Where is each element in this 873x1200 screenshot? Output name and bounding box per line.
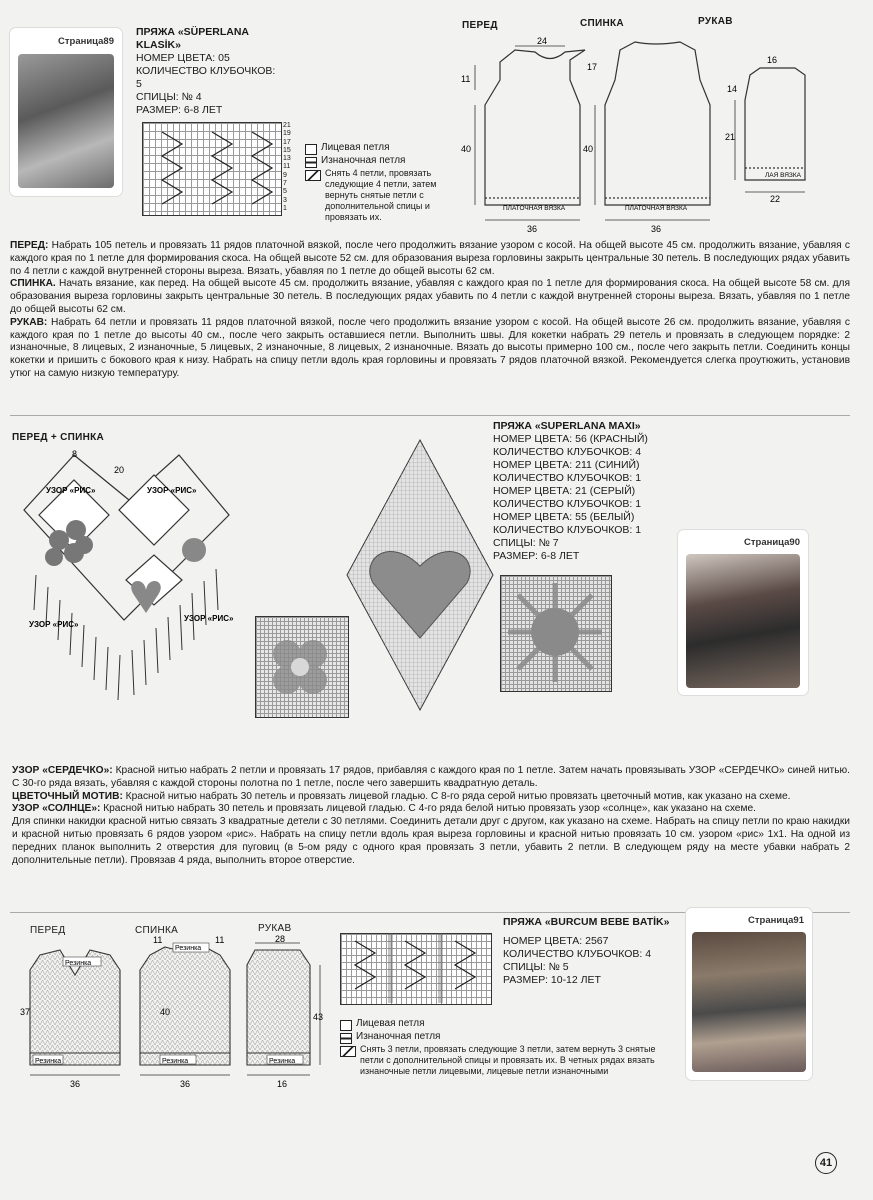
- legend-cable: [340, 1044, 675, 1077]
- instruction-lead: ПЕРЕД:: [10, 240, 49, 251]
- yarn-line: РАЗМЕР: 10-12 ЛЕТ: [503, 974, 601, 986]
- ris-label: УЗОР «РИС»: [46, 486, 96, 495]
- photo-girl-sweater: [18, 54, 114, 188]
- dim-label: 24: [537, 36, 548, 46]
- row-number: 5: [283, 188, 287, 196]
- front3-outline: [30, 950, 120, 1065]
- back3-outline: [140, 947, 230, 1065]
- yarn-line: НОМЕР ЦВЕТА: 21 (СЕРЫЙ): [493, 485, 636, 497]
- dim-label: 37: [20, 1007, 31, 1017]
- ris-label: УЗОР «РИС»: [29, 620, 79, 629]
- yarn-line: КОЛИЧЕСТВО КЛУБОЧКОВ: 1: [493, 524, 642, 536]
- row-number: 19: [283, 130, 291, 138]
- row-number: 3: [283, 196, 287, 204]
- yarn-title-3: ПРЯЖА «BURCUM BEBE BATİK»: [503, 916, 670, 928]
- dim-label: 40: [461, 144, 472, 154]
- yarn-line: РАЗМЕР: 6-8 ЛЕТ: [136, 104, 223, 116]
- yarn-title-2: ПРЯЖА «SUPERLANA MAXI»: [493, 420, 641, 432]
- cable-stitch-icon: [340, 1046, 356, 1057]
- instruction-text: Для спинки накидки красной нитью связать 3 квадратные детели с 30 петлями. Соединить детали друг с другом, как указано на схеме. Набрать на спицу петли по краю накидки и красной нитью провязать 6 рядов узором «рис». Набрать на спицу петли вдоль края выреза горловины и красной нитью провязать 10 см. узором «рис» 1x1. На одной из передних планок выполнить 2 отверстия для пуговиц (в 5-ом ряду с одного края провязать 3 петли, убавить 2 петли. В следующем ряду на месте убавки набрать 2 дополнительные петли). Провязав 4 ряда, выполнить второе отверстие.: [12, 816, 850, 866]
- rib-label: Резинка: [269, 1058, 296, 1065]
- chart-1-cable-marks: [142, 122, 280, 214]
- row-number: 17: [283, 138, 291, 146]
- back-outline: [605, 42, 710, 205]
- instruction-paragraph: [10, 240, 850, 278]
- dim-label: 40: [583, 144, 594, 154]
- photo-card-91: [686, 908, 812, 1080]
- ris-label: УЗОР «РИС»: [184, 614, 234, 623]
- yarn-line: СПИЦЫ: № 5: [503, 961, 569, 973]
- yarn-line: НОМЕР ЦВЕТА: 56 (КРАСНЫЙ): [493, 433, 648, 445]
- legend-3: [340, 1018, 675, 1077]
- dim-label: 11: [215, 935, 225, 945]
- sleeve-band-label: ЛАЯ ВЯЗКА: [765, 172, 801, 179]
- yarn-line: НОМЕР ЦВЕТА: 55 (БЕЛЫЙ): [493, 511, 635, 523]
- instruction-text: Начать вязание, как перед. На общей высоте 45 см. продолжить вязание, убавляя с каждого края по 1 петле для формирования скоса. На общей высоте 58 см. для образования выреза горловины закрыть центральные 30 петель. В последующих рядах убавить по 4 петли с каждой внутренней стороны выреза. Вязать, убавляя по 1 петле до общей высоты 62 см.: [10, 278, 850, 315]
- legend-purl: [340, 1031, 675, 1044]
- dim-label: 16: [767, 55, 778, 65]
- page-label-90: Страница90: [744, 537, 800, 548]
- photo-boy-sweater: [692, 932, 806, 1072]
- garment-schematics-1: [455, 30, 855, 235]
- yarn-line: СПИЦЫ: № 4: [136, 91, 202, 103]
- rib-label: Резинка: [65, 960, 92, 967]
- sun-motif: [182, 538, 206, 562]
- dim-label: 11: [153, 935, 163, 945]
- instruction-text: Набрать 105 петель и провязать 11 рядов платочной вязкой, после чего продолжить вязание узором с косой. На общей высоте 45 см. продолжить вязание, убавляя с каждого края по 1 петле для формирования скоса. На общей высоте 52 см. для образования выреза горловины закрыть центральные 30 петель. В последующих рядах убавить по 4 петли с каждой внутренней стороны выреза. Вязать, убавляя по 1 петле до общей высоты 62 см.: [10, 240, 850, 277]
- legend-knit: [305, 142, 455, 155]
- row-number: 9: [283, 171, 287, 179]
- dim-label: 36: [180, 1079, 191, 1089]
- yarn-line: НОМЕР ЦВЕТА: 2567: [503, 935, 609, 947]
- instruction-paragraph: [12, 765, 850, 791]
- instruction-paragraph: [12, 791, 850, 804]
- yarn-line: НОМЕР ЦВЕТА: 211 (СИНИЙ): [493, 459, 640, 471]
- knit-stitch-icon: [340, 1020, 352, 1031]
- dim-label: 8: [72, 449, 78, 459]
- yarn-line: КОЛИЧЕСТВО КЛУБОЧКОВ: 1: [493, 498, 642, 510]
- yarn-info-3: [503, 916, 683, 987]
- legend-purl-label: Изнаночная петля: [321, 155, 406, 166]
- purl-stitch-icon: [305, 157, 317, 168]
- instruction-lead: УЗОР «СЕРДЕЧКО»:: [12, 765, 113, 776]
- chart-1-row-numbers: [283, 122, 291, 213]
- yarn-line: РАЗМЕР: 6-8 ЛЕТ: [493, 550, 580, 562]
- yarn-title-1: ПРЯЖА «SÜPERLANA KLASİK»: [136, 26, 249, 51]
- diagram3-title-sleeve: РУКАВ: [258, 923, 292, 934]
- garter-label: ПЛАТОЧНАЯ ВЯЗКА: [503, 205, 566, 212]
- row-number: 7: [283, 180, 287, 188]
- sleeve3-outline: [247, 950, 310, 1065]
- garter-label: ПЛАТОЧНАЯ ВЯЗКА: [625, 205, 688, 212]
- page-number: 41: [815, 1152, 837, 1174]
- rib-label: Резинка: [162, 1058, 189, 1065]
- instruction-text: Красной нитью набрать 30 петель и провязать лицевой гладью. С 8-го ряда серой нитью провязать цветочный мотив, как указано на схеме.: [122, 790, 791, 802]
- yarn-info-1: [136, 26, 281, 117]
- instruction-text: Красной нитью набрать 2 петли и провязать 17 рядов, прибавляя с каждого края по 1 петле. Затем начать провязывать УЗОР «СЕРДЕЧКО» синей нитью. С 30-го ряда вязать, убавляя с каждой стороны полотна по 1 петле, после чего завершить квадратную деталь.: [12, 765, 850, 789]
- cable-stitch-icon: [305, 170, 321, 181]
- dim-label: 22: [770, 194, 781, 204]
- flower-chart-motif: [255, 616, 347, 716]
- photo-card-90: [678, 530, 808, 695]
- legend-cable: [305, 168, 455, 223]
- instructions-1: [10, 240, 850, 381]
- diagram3-title-front: ПЕРЕД: [30, 925, 66, 936]
- chart-3-cable-marks: [340, 933, 490, 1003]
- instruction-paragraph: [10, 317, 850, 381]
- yarn-line: НОМЕР ЦВЕТА: 05: [136, 52, 230, 64]
- knit-stitch-icon: [305, 144, 317, 155]
- rib-label: Резинка: [35, 1058, 62, 1065]
- instruction-text: Набрать 64 петли и провязать 11 рядов платочной вязкой, после чего продолжить вязание узором с косой. На общей высоте 26 см. продолжить вязание, убавляя с каждого края по 1 петле до высоты 40 см., после чего закрыть оставшиеся петли. Выполнить швы. Для кокетки набрать 29 петель и провязать в следующем порядке: 2 изнаночные, 8 лицевых, 2 изнаночные, 5 лицевых, 2 изнаночные, 8 лицевых, 2 изнаночные. Вязать до высоты примерно 100 см., после чего закрыть петли. Соединить концы кокетки и пришить с бокового края к низу. Набрать на спицу петли вдоль края горловины и провязать 7 рядов платочной вязкой. Рекомендуется слегка проутюжить, установив утюг на самую низкую температуру.: [10, 316, 850, 379]
- legend-cable-label: Снять 4 петли, провязать следующие 4 петли, затем вернуть снятые петли с дополнительной спицы и провязать их.: [325, 168, 437, 222]
- yarn-info-2: [493, 420, 683, 563]
- legend-knit-label: Лицевая петля: [356, 1018, 425, 1029]
- poncho-title: ПЕРЕД + СПИНКА: [12, 432, 105, 443]
- dim-label: 17: [587, 62, 598, 72]
- row-number: 1: [283, 204, 287, 212]
- row-number: 15: [283, 146, 291, 154]
- instruction-paragraph: [10, 278, 850, 316]
- legend-cable-label: Снять 3 петли, провязать следующие 3 петли, затем вернуть 3 снятые петли с дополнительной спицы и провязать их. В четных рядах вязать изнаночные петли лицевыми, лицевые петли изнаночными: [360, 1044, 656, 1076]
- page-label-91: Страница91: [748, 915, 804, 926]
- legend-1: [305, 142, 455, 223]
- dim-label: 11: [461, 74, 471, 84]
- diagram-title-front: ПЕРЕД: [462, 20, 498, 31]
- photo-girl-poncho: [686, 554, 800, 688]
- dim-label: 16: [277, 1079, 288, 1089]
- row-number: 11: [283, 163, 291, 171]
- sleeve-outline: [745, 68, 805, 180]
- heart-chart: [345, 438, 495, 713]
- dim-label: 14: [727, 84, 738, 94]
- row-number: 21: [283, 122, 291, 129]
- yarn-line: КОЛИЧЕСТВО КЛУБОЧКОВ: 4: [493, 446, 642, 458]
- instruction-paragraph: [12, 803, 850, 816]
- page-label-89: Страница89: [58, 36, 114, 47]
- instructions-2: [12, 765, 850, 867]
- rib-label: Резинка: [175, 945, 202, 952]
- instruction-lead: РУКАВ:: [10, 316, 48, 328]
- sun-chart-motif: [500, 575, 610, 690]
- instruction-paragraph: [12, 816, 850, 867]
- front-outline: [485, 50, 585, 205]
- dim-label: 43: [313, 1012, 324, 1022]
- dim-label: 40: [160, 1007, 171, 1017]
- dim-label: 20: [114, 465, 125, 475]
- dim-label: 36: [527, 224, 538, 234]
- garment-schematics-3: [15, 935, 335, 1095]
- diagram-title-back: СПИНКА: [580, 18, 624, 29]
- section-divider: [10, 415, 850, 416]
- poncho-diagram: [14, 445, 249, 710]
- legend-purl: [305, 155, 455, 168]
- diagram3-title-back: СПИНКА: [135, 925, 179, 936]
- row-number: 13: [283, 155, 291, 163]
- yarn-line: КОЛИЧЕСТВО КЛУБОЧКОВ: 1: [493, 472, 642, 484]
- yarn-line: КОЛИЧЕСТВО КЛУБОЧКОВ: 4: [503, 948, 652, 960]
- instruction-text: Красной нитью набрать 30 петель и провязать лицевой гладью. С 4-го ряда белой нитью провязать узор «солнце», как указано на схеме.: [100, 803, 756, 815]
- dim-label: 21: [725, 132, 736, 142]
- purl-stitch-icon: [340, 1033, 352, 1044]
- instruction-lead: УЗОР «СОЛНЦЕ»:: [12, 803, 101, 815]
- instruction-lead: ЦВЕТОЧНЫЙ МОТИВ:: [12, 790, 123, 802]
- yarn-line: КОЛИЧЕСТВО КЛУБОЧКОВ: 5: [136, 65, 276, 90]
- diagram-title-sleeve: РУКАВ: [698, 16, 733, 27]
- legend-knit: [340, 1018, 675, 1031]
- photo-card-89: [10, 28, 122, 196]
- legend-knit-label: Лицевая петля: [321, 142, 390, 153]
- ris-label: УЗОР «РИС»: [147, 486, 197, 495]
- dim-label: 28: [275, 935, 286, 944]
- instruction-lead: СПИНКА.: [10, 278, 56, 290]
- dim-label: 36: [70, 1079, 81, 1089]
- dim-label: 36: [651, 224, 662, 234]
- legend-purl-label: Изнаночная петля: [356, 1031, 441, 1042]
- yarn-line: СПИЦЫ: № 7: [493, 537, 559, 549]
